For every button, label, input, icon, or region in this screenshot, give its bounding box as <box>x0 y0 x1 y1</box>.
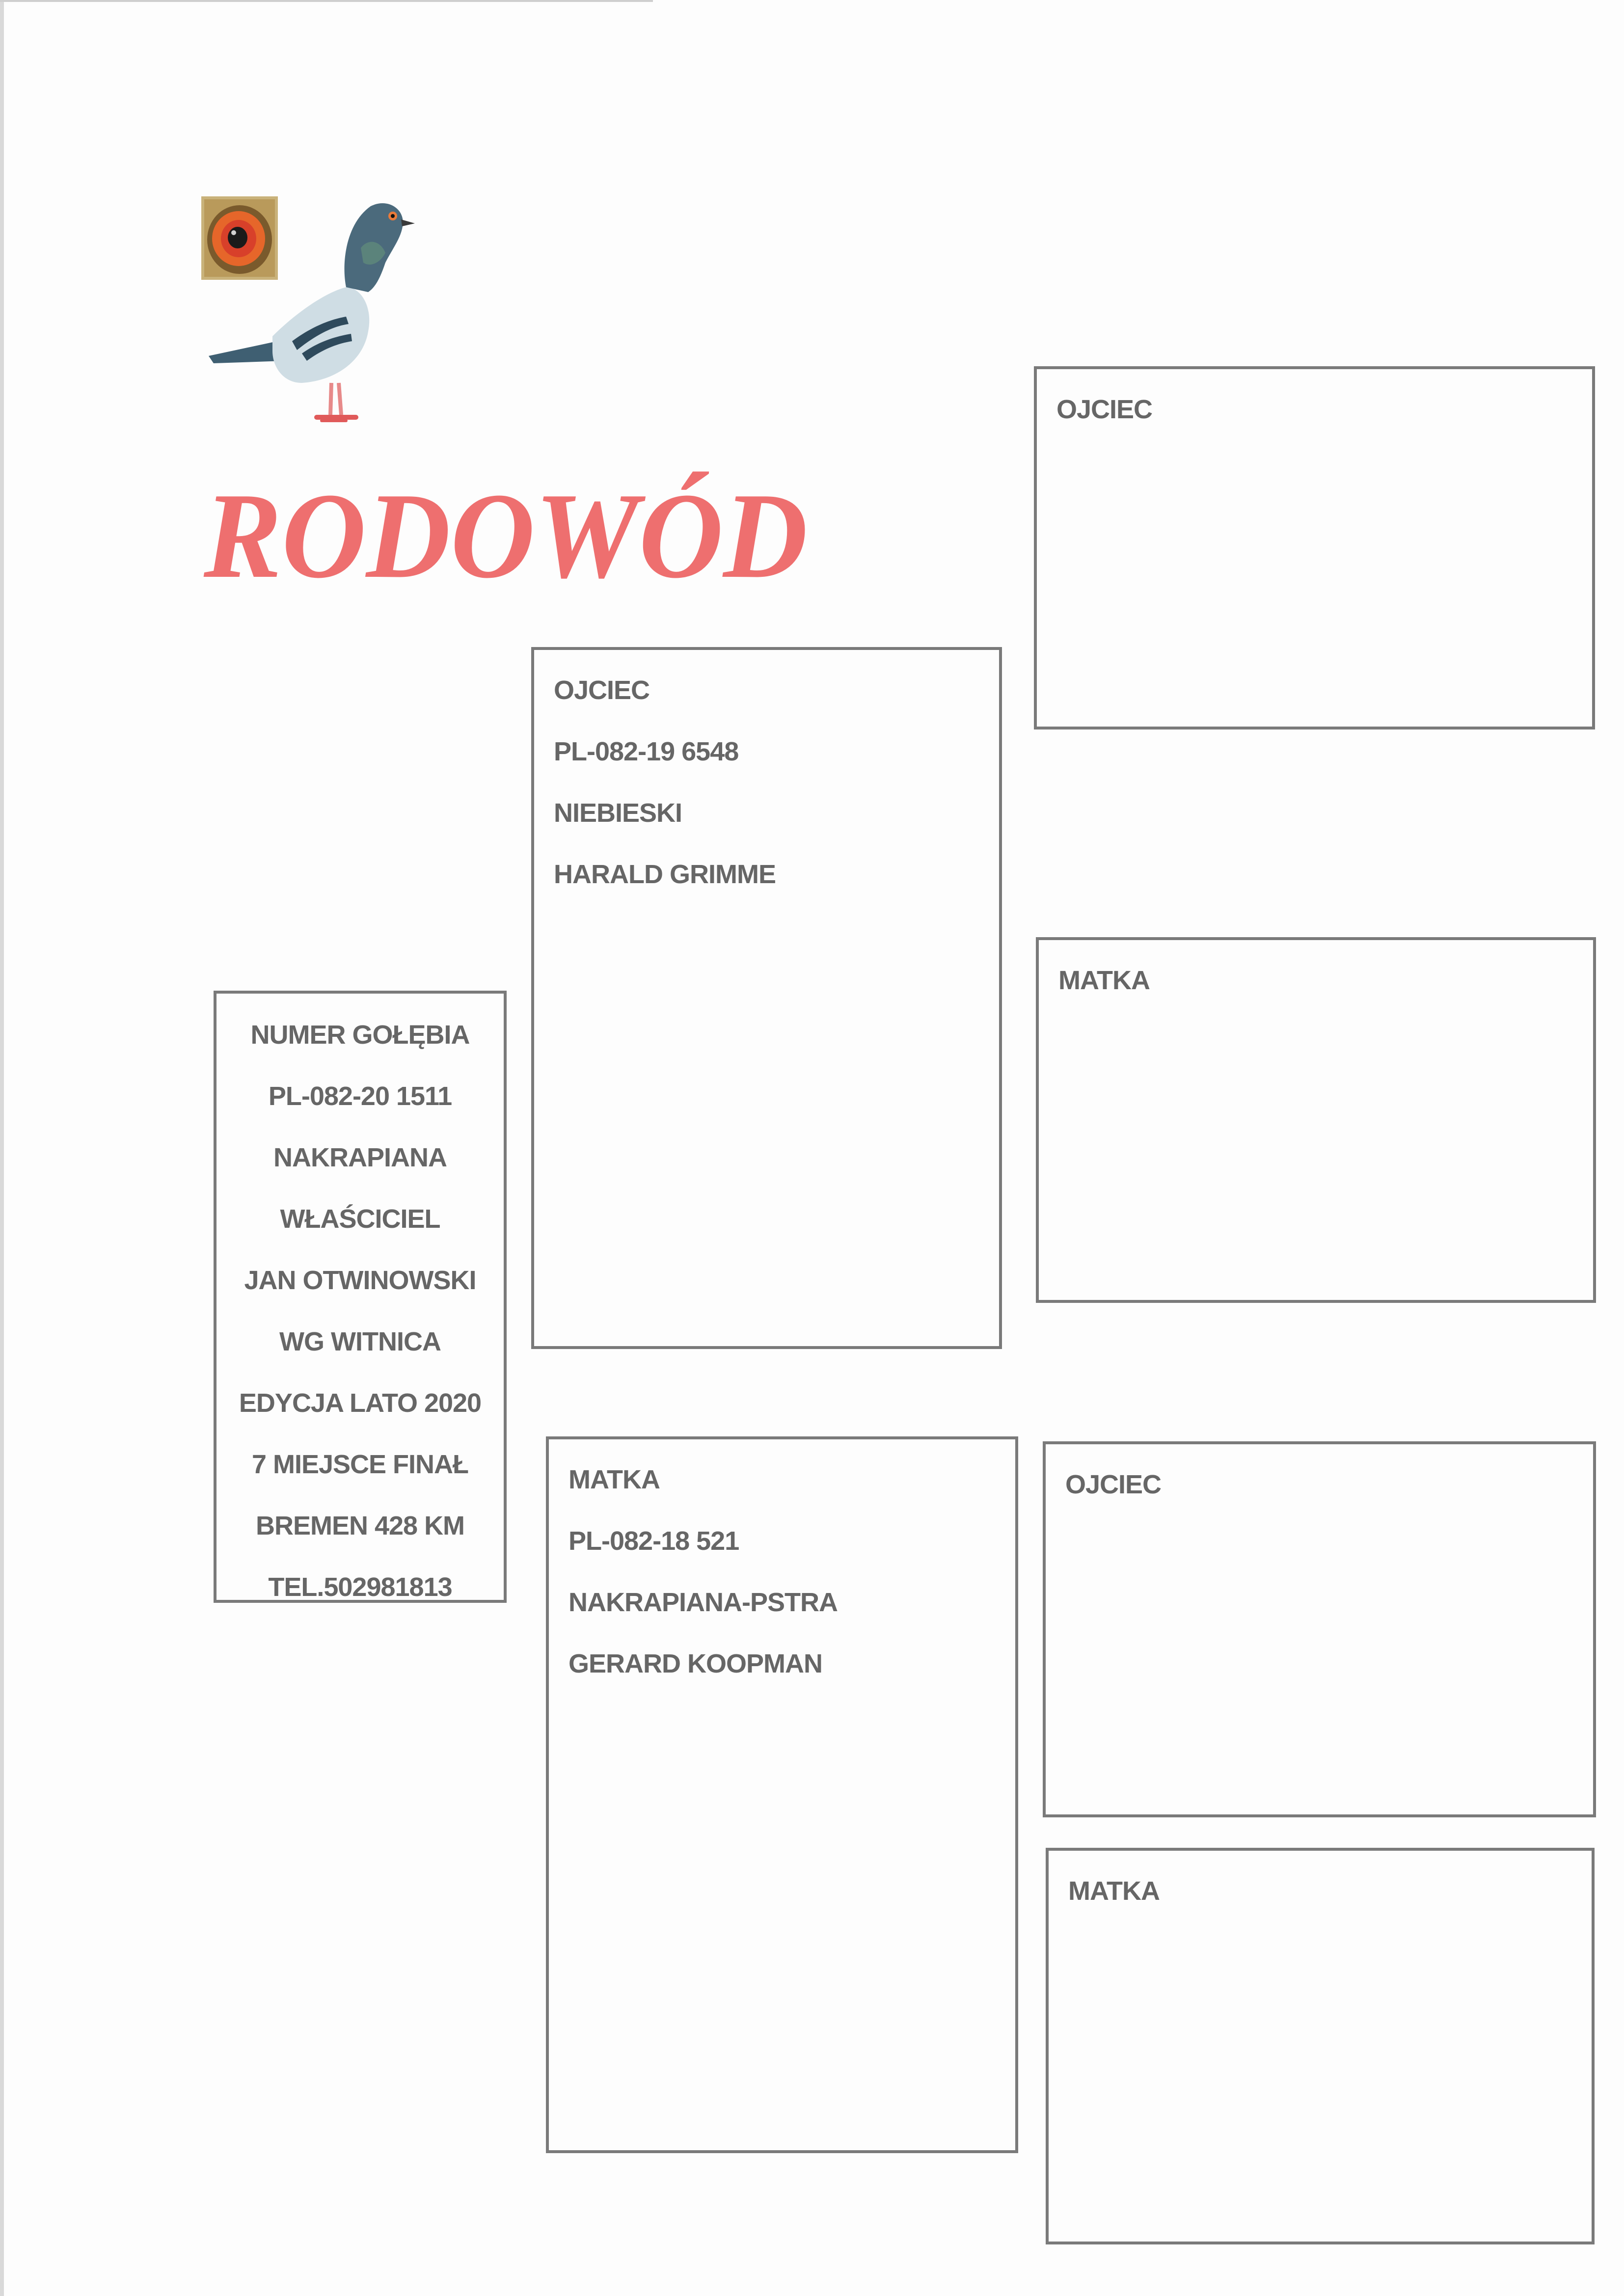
mother-box <box>546 1436 1018 2153</box>
pigeon-info-box <box>214 991 507 1603</box>
loft-name: WG WITNICA <box>279 1327 441 1356</box>
race-place: 7 MIEJSCE FINAŁ <box>251 1450 469 1479</box>
mother-ring-number: PL-082-18 521 <box>568 1526 739 1556</box>
maternal-grandfather-label: OJCIEC <box>1065 1470 1162 1499</box>
maternal-grandmother-box <box>1046 1848 1595 2244</box>
father-breeder: HARALD GRIMME <box>554 860 776 889</box>
pigeon-number-label: NUMER GOŁĘBIA <box>250 1020 470 1050</box>
paternal-grandmother-box <box>1036 937 1596 1303</box>
paternal-grandmother-label: MATKA <box>1058 966 1150 995</box>
mother-color: NAKRAPIANA-PSTRA <box>568 1588 838 1617</box>
father-ring-number: PL-082-19 6548 <box>554 737 739 766</box>
pigeon-color: NAKRAPIANA <box>273 1143 447 1172</box>
scan-edge <box>0 0 4 2296</box>
race-edition: EDYCJA LATO 2020 <box>239 1388 482 1418</box>
mother-label: MATKA <box>568 1465 660 1494</box>
father-box <box>531 647 1002 1349</box>
owner-name: JAN OTWINOWSKI <box>244 1266 476 1295</box>
paternal-grandfather-box <box>1034 366 1595 729</box>
maternal-grandfather-box <box>1043 1441 1596 1817</box>
maternal-grandmother-label: MATKA <box>1068 1876 1160 1906</box>
father-color: NIEBIESKI <box>554 798 682 828</box>
owner-label: WŁAŚCICIEL <box>280 1204 440 1234</box>
pigeon-ring-number: PL-082-20 1511 <box>268 1081 452 1111</box>
owner-phone: TEL.502981813 <box>268 1572 452 1602</box>
paternal-grandfather-label: OJCIEC <box>1056 395 1153 424</box>
scan-top-edge <box>0 0 653 2</box>
pigeon-illustration <box>199 194 447 439</box>
race-distance: BREMEN 428 KM <box>255 1511 465 1540</box>
mother-breeder: GERARD KOOPMAN <box>568 1649 823 1678</box>
pedigree-title <box>199 471 827 604</box>
svg-text:RODOWÓD: RODOWÓD <box>203 471 808 604</box>
father-label: OJCIEC <box>554 675 650 705</box>
